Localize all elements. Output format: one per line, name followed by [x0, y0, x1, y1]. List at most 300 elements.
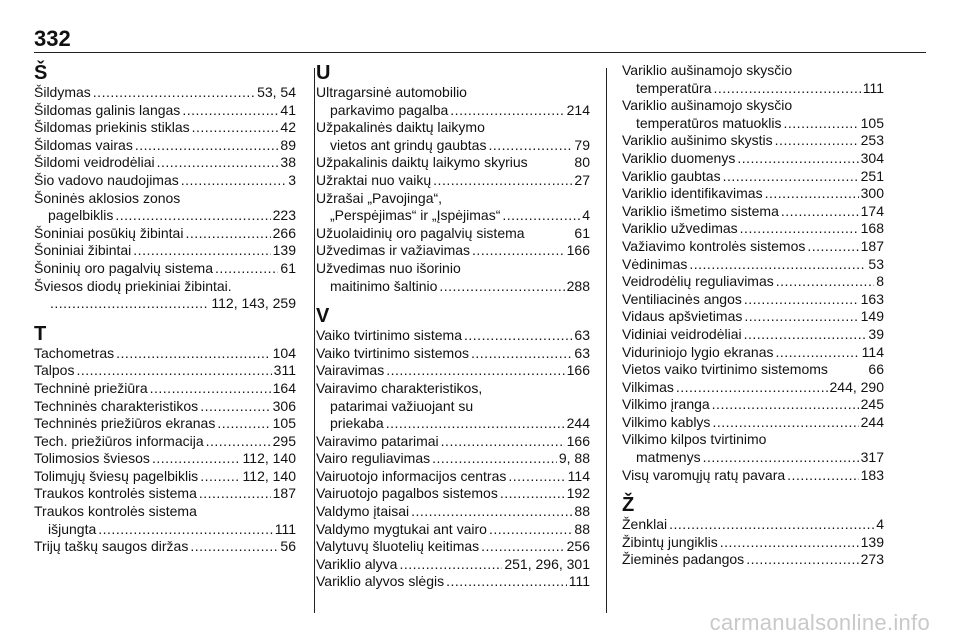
index-entry [622, 414, 884, 432]
dot-leader [93, 84, 255, 102]
index-entry-line [622, 551, 884, 569]
dot-leader [776, 344, 860, 362]
index-entry-line [34, 242, 296, 260]
index-entry-line [316, 485, 590, 503]
index-entry-line [34, 172, 296, 190]
index-entry-line [622, 273, 884, 291]
entry-term: Užuolaidinių oro pagalvių sistema [316, 224, 525, 241]
dot-leader [776, 273, 874, 291]
index-entry [316, 84, 590, 119]
dot-leader [206, 433, 271, 451]
index-entry-line [622, 256, 884, 274]
entry-term: „Perspėjimas“ ir „Įspėjimas“ [330, 207, 501, 224]
index-entry [34, 190, 296, 225]
entry-term: Šildymas [34, 84, 91, 100]
dot-leader [712, 396, 859, 414]
index-entry [316, 485, 590, 503]
index-entry [316, 450, 590, 468]
dot-leader [471, 345, 572, 363]
entry-term: pagelbiklis [48, 207, 114, 224]
index-entry [622, 396, 884, 414]
page-reference: 174 [860, 202, 884, 219]
index-entry-line [622, 150, 884, 168]
dot-leader [746, 551, 858, 569]
page-reference: 266 [272, 224, 296, 241]
dot-leader [441, 433, 565, 451]
index-entry [316, 521, 590, 539]
dot-leader [450, 102, 564, 120]
entry-term: Ženklai [622, 516, 668, 533]
dot-leader [464, 327, 572, 345]
index-entry-line [34, 415, 296, 433]
index-entry-continuation [34, 295, 296, 313]
entry-term: Užraktai nuo vaikų [316, 171, 432, 188]
dot-leader [489, 521, 572, 539]
dot-leader [135, 137, 279, 155]
index-entry [622, 185, 884, 203]
entry-term: Vilkimas [622, 378, 674, 395]
index-entry [34, 278, 296, 313]
index-entry [316, 380, 590, 433]
dot-leader [399, 556, 502, 574]
entry-term: Tolimosios šviesos [34, 450, 150, 467]
page-reference: 251, 296, 301 [504, 555, 590, 572]
index-entry-continuation [316, 137, 590, 155]
index-entry [622, 62, 884, 97]
entry-term: Variklio alyva [316, 555, 398, 572]
page-reference: 3 [288, 171, 296, 188]
page-reference: 139 [860, 533, 884, 550]
dot-leader [500, 485, 565, 503]
index-entry-line [316, 154, 590, 172]
index-entry-line [316, 556, 590, 574]
page-reference: 104 [272, 344, 296, 361]
index-entry-line [622, 516, 884, 534]
page-reference: 256 [566, 538, 590, 555]
index-entry-line [316, 503, 590, 521]
index-entry-line [622, 238, 884, 256]
index-entry [34, 242, 296, 260]
index-entry-line [34, 260, 296, 278]
dot-leader [386, 362, 564, 380]
index-entry-line [622, 185, 884, 203]
page-reference: 53, 54 [257, 84, 296, 100]
entry-term: Variklio aušinamojo skysčio [622, 62, 793, 78]
entry-term: Trijų taškų saugos diržas [34, 538, 189, 555]
entry-term: Vėdinimas [622, 255, 688, 272]
index-entry-line [316, 190, 590, 208]
entry-term: Vairavimas [316, 362, 385, 379]
index-entry [622, 344, 884, 362]
index-letter-heading: Š [34, 62, 48, 84]
entry-term: Variklio aušinamojo skysčio [622, 97, 793, 114]
entry-term: Vairuotojo pagalbos sistemos [316, 485, 498, 502]
index-entry [622, 361, 884, 379]
dot-leader [185, 225, 270, 243]
index-entry-continuation [34, 207, 296, 225]
index-entry [622, 431, 884, 466]
dot-leader [481, 538, 564, 556]
index-entry [34, 137, 296, 155]
index-letter-heading: U [316, 62, 331, 84]
page-reference: 105 [860, 114, 884, 131]
entry-term: Vilkimo kablys [622, 413, 711, 430]
entry-term: Šildomas vairas [34, 136, 133, 153]
column-divider [606, 68, 607, 613]
page-reference: 56 [280, 538, 296, 555]
index-entry [622, 379, 884, 397]
entry-term: priekaba [330, 415, 384, 432]
index-entry-line [622, 396, 884, 414]
index-entry [34, 503, 296, 538]
entry-term: Variklio užvedimas [622, 220, 738, 237]
page-reference: 166 [566, 362, 590, 379]
index-entry [622, 97, 884, 132]
index-entry [316, 538, 590, 556]
index-entry-line [622, 97, 884, 115]
dot-leader [386, 415, 565, 433]
entry-term: Variklio duomenys [622, 149, 736, 166]
index-entry-line [622, 62, 884, 80]
index-entry-line [316, 362, 590, 380]
index-entry-continuation [622, 80, 884, 98]
index-entry-line [34, 485, 296, 503]
dot-leader [181, 172, 286, 190]
index-letter-heading: Ž [622, 494, 635, 517]
page-number: 332 [34, 26, 71, 51]
index-entry [316, 260, 590, 295]
dot-leader [689, 256, 866, 274]
index-entry [34, 380, 296, 398]
dot-leader [182, 102, 278, 120]
dot-leader [737, 150, 858, 168]
page-reference: 105 [272, 415, 296, 432]
dot-leader [157, 154, 279, 172]
index-entry [316, 154, 590, 172]
entry-term: Vietos vaiko tvirtinimo sistemoms [622, 361, 828, 378]
entry-term: Vidaus apšvietimas [622, 308, 743, 325]
entry-term: Variklio identifikavimas [622, 185, 763, 202]
page-reference: 80 [574, 154, 590, 171]
page-reference: 244, 290 [829, 378, 884, 395]
index-entry-line [34, 278, 296, 296]
index-entry-line [622, 132, 884, 150]
entry-term: temperatūros matuoklis [636, 114, 782, 131]
dot-leader [807, 238, 858, 256]
index-entry-line [316, 380, 590, 398]
entry-term: Užvedimas nuo išorinio [316, 259, 461, 276]
page-reference: 288 [566, 277, 590, 294]
dot-leader [439, 278, 564, 296]
page-reference: 42 [280, 119, 296, 136]
index-entry [316, 225, 590, 243]
index-entry [34, 415, 296, 433]
entry-term: Techninės priežiūros ekranas [34, 415, 216, 432]
entry-term: Tech. priežiūros informacija [34, 432, 204, 449]
index-entry-line [316, 260, 590, 278]
index-entry-line [316, 450, 590, 468]
index-entry [316, 242, 590, 260]
page-reference: 88 [574, 503, 590, 520]
page-reference: 166 [566, 242, 590, 259]
dot-leader [669, 516, 874, 534]
entry-term: patarimai važiuojant su [330, 397, 474, 414]
page-reference: 39 [868, 325, 884, 342]
index-entry [34, 433, 296, 451]
page-reference: 61 [574, 224, 590, 241]
index-entry-line [622, 344, 884, 362]
column-divider [314, 68, 315, 613]
index-entry-line [622, 534, 884, 552]
entry-term: Šildomas priekinis stiklas [34, 119, 190, 136]
index-entry-line [34, 450, 296, 468]
entry-term: Traukos kontrolės sistema [34, 485, 197, 502]
page-reference: 149 [860, 308, 884, 325]
entry-term: Važiavimo kontrolės sistemos [622, 237, 806, 254]
page-reference: 295 [272, 432, 296, 449]
entry-term: Užrašai „Pavojinga“, [316, 189, 443, 206]
entry-term: Vilkimo kilpos tvirtinimo [622, 431, 767, 448]
page-reference: 273 [860, 551, 884, 568]
index-column-1 [34, 62, 296, 556]
entry-term: Šildomi veidrodėliai [34, 154, 155, 171]
index-entry [316, 172, 590, 190]
page-reference: 166 [566, 432, 590, 449]
dot-leader [713, 80, 860, 98]
entry-term: parkavimo pagalba [330, 101, 449, 118]
index-entry-line [34, 137, 296, 155]
page-reference: 311 [273, 362, 296, 379]
index-entry [34, 468, 296, 486]
index-entry-line [622, 361, 884, 379]
page-reference: 53 [868, 255, 884, 272]
index-entry [316, 433, 590, 451]
entry-term: Vairavimo charakteristikos, [316, 379, 483, 396]
entry-term: Šoninės aklosios zonos [34, 189, 181, 206]
entry-term: Šoniniai posūkių žibintai [34, 224, 184, 241]
entry-term: Vairavimo patarimai [316, 432, 439, 449]
dot-leader [502, 207, 580, 225]
page-reference: 88 [574, 520, 590, 537]
entry-term: Valdymo mygtukai ant vairo [316, 520, 487, 537]
index-entry [316, 503, 590, 521]
page-reference: 9, 88 [558, 450, 590, 467]
index-entry [622, 220, 884, 238]
index-entry [34, 260, 296, 278]
entry-term: Techninė priežiūra [34, 379, 148, 396]
index-entry-continuation [316, 102, 590, 120]
entry-term: Žieminės padangos [622, 551, 745, 568]
page-reference: 244 [566, 415, 590, 432]
page-reference: 214 [566, 101, 590, 118]
index-entry-line [622, 414, 884, 432]
dot-leader [433, 172, 572, 190]
page-reference: 38 [280, 154, 296, 171]
index-entry-line [622, 326, 884, 344]
dot-leader [200, 468, 240, 486]
index-entry-line [34, 190, 296, 208]
index-entry-continuation [622, 449, 884, 467]
entry-term: Vaiko tvirtinimo sistema [316, 327, 463, 344]
page-reference: 66 [868, 361, 884, 378]
index-entry [34, 84, 296, 102]
index-entry [622, 203, 884, 221]
entry-term: Vairo reguliavimas [316, 450, 431, 467]
index-entry-line [316, 119, 590, 137]
index-entry-line [622, 467, 884, 485]
index-entry-line [316, 242, 590, 260]
page-reference: 192 [566, 485, 590, 502]
page-reference: 223 [272, 207, 296, 224]
dot-leader [215, 260, 278, 278]
dot-leader [199, 485, 271, 503]
dot-leader [676, 379, 828, 397]
entry-term: Šviesos diodų priekiniai žibintai. [34, 277, 232, 294]
index-entry [622, 256, 884, 274]
dot-leader [775, 132, 859, 150]
index-entry-line [34, 468, 296, 486]
dot-leader [190, 538, 278, 556]
page-reference: 112, 143, 259 [211, 295, 296, 312]
index-entry [316, 468, 590, 486]
dot-leader [411, 503, 572, 521]
index-entry-line [622, 308, 884, 326]
index-entry-continuation [316, 415, 590, 433]
entry-term: Talpos [34, 362, 75, 379]
index-entry-line [34, 433, 296, 451]
index-entry-line [34, 362, 296, 380]
dot-leader [98, 521, 272, 539]
index-entry-line [316, 84, 590, 102]
index-entry-line [622, 379, 884, 397]
index-entry-line [622, 220, 884, 238]
index-entry [316, 556, 590, 574]
index-entry [34, 172, 296, 190]
index-entry [34, 538, 296, 556]
index-entry-line [622, 291, 884, 309]
index-entry [622, 132, 884, 150]
page-reference: 304 [860, 149, 884, 166]
index-entry-line [316, 327, 590, 345]
page-reference: 111 [568, 573, 590, 590]
dot-leader [472, 242, 565, 260]
dot-leader [192, 119, 279, 137]
entry-term: Šoniniai žibintai [34, 242, 132, 259]
dot-leader [152, 450, 241, 468]
dot-leader [784, 115, 859, 133]
index-entry [622, 534, 884, 552]
index-entry [622, 168, 884, 186]
index-entry [622, 238, 884, 256]
dot-leader [200, 398, 270, 416]
index-entry [316, 190, 590, 225]
entry-term: Techninės charakteristikos [34, 397, 199, 414]
entry-term: Visų varomųjų ratų pavara [622, 466, 786, 483]
index-entry-line [34, 380, 296, 398]
index-entry-line [34, 225, 296, 243]
index-entry-line [34, 538, 296, 556]
dot-leader [765, 185, 859, 203]
entry-term: Tolimųjų šviesų pagelbiklis [34, 467, 199, 484]
page-reference: 306 [272, 397, 296, 414]
page-reference: 41 [280, 101, 296, 118]
page-reference: 187 [272, 485, 296, 502]
page-reference: 27 [574, 171, 590, 188]
index-entry-line [316, 521, 590, 539]
entry-term: Užvedimas ir važiavimas [316, 242, 471, 259]
dot-leader [217, 415, 270, 433]
index-entry-line [34, 345, 296, 363]
entry-term: Variklio alyvos slėgis [316, 573, 445, 590]
index-entry-continuation [316, 398, 590, 416]
entry-term: Tachometras [34, 344, 115, 361]
dot-leader [703, 449, 859, 467]
index-entry [34, 154, 296, 172]
entry-term: Vidiniai veidrodėliai [622, 325, 742, 342]
page-reference: 4 [582, 207, 590, 224]
dot-leader [508, 468, 565, 486]
dot-leader [744, 326, 867, 344]
page-reference: 4 [876, 516, 884, 533]
index-entry [622, 326, 884, 344]
index-entry [34, 102, 296, 120]
entry-term: Vilkimo įranga [622, 396, 710, 413]
dot-leader [712, 414, 858, 432]
page-reference: 183 [860, 466, 884, 483]
index-entry-continuation [316, 278, 590, 296]
dot-leader [432, 450, 557, 468]
page-reference: 89 [280, 136, 296, 153]
dot-leader [488, 137, 572, 155]
index-entry-line [34, 102, 296, 120]
entry-term: matmenys [636, 449, 701, 466]
index-entry [316, 573, 590, 591]
dot-leader [781, 203, 859, 221]
entry-term: Žibintų jungiklis [622, 533, 718, 550]
index-entry-line [34, 398, 296, 416]
dot-leader [740, 220, 859, 238]
index-entry-line [316, 345, 590, 363]
dot-leader [744, 291, 859, 309]
index-entry [34, 119, 296, 137]
index-entry [316, 119, 590, 154]
page-reference: 163 [860, 290, 884, 307]
index-entry-line [316, 468, 590, 486]
index-entry [622, 467, 884, 485]
page-reference: 79 [574, 136, 590, 153]
page-reference: 168 [860, 220, 884, 237]
dot-leader [116, 345, 270, 363]
page-reference: 187 [860, 237, 884, 254]
entry-term: Valdymo įtaisai [316, 503, 410, 520]
entry-term: Vaiko tvirtinimo sistemos [316, 344, 470, 361]
index-entry-line [34, 119, 296, 137]
index-entry-line [622, 431, 884, 449]
entry-term: Ventiliacinės angos [622, 290, 742, 307]
entry-term: Ultragarsinė automobilio [316, 84, 467, 100]
index-letter-heading: T [34, 322, 47, 345]
page-reference: 245 [860, 396, 884, 413]
index-entry [316, 327, 590, 345]
entry-term: Variklio gaubtas [622, 167, 721, 184]
index-entry-line [316, 225, 590, 243]
dot-leader [446, 573, 567, 591]
entry-term: temperatūra [636, 79, 712, 96]
entry-term: Variklio aušinimo skystis [622, 132, 773, 149]
index-entry [34, 225, 296, 243]
index-entry-line [316, 538, 590, 556]
index-entry [622, 308, 884, 326]
